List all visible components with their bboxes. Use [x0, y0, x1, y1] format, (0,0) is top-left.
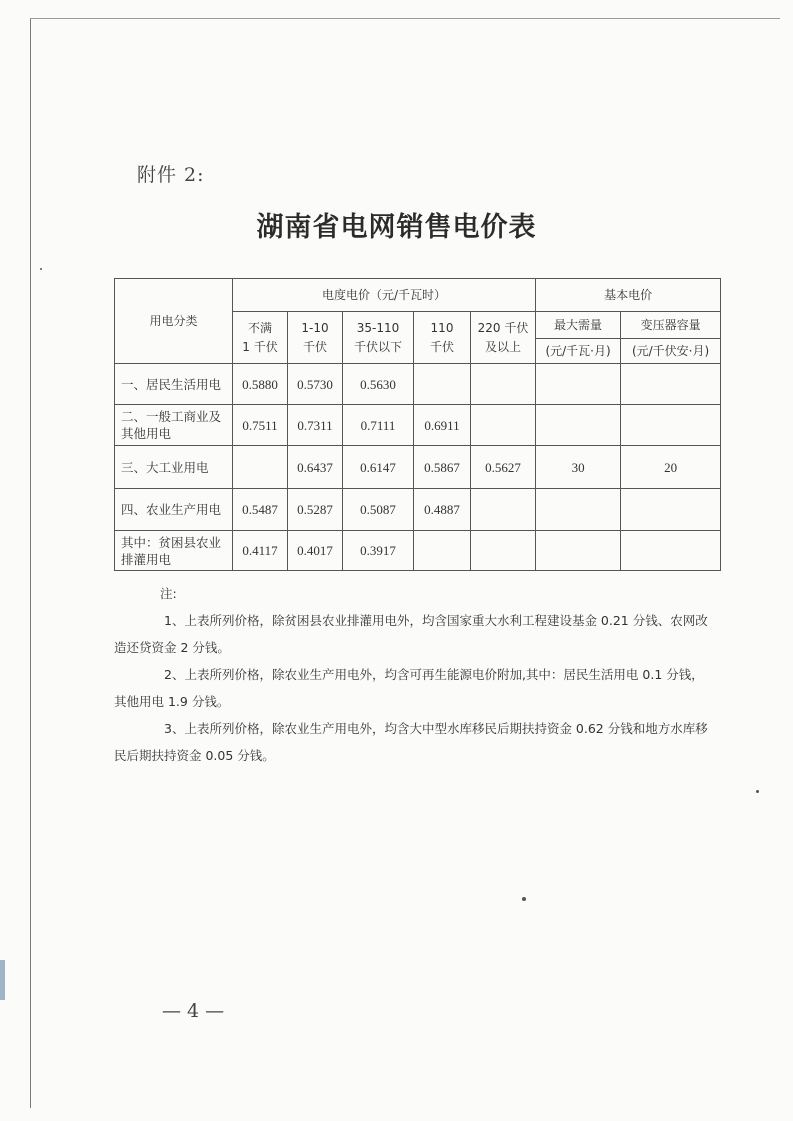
table-cell: 0.4117 [233, 531, 288, 571]
table-cell: 0.5867 [414, 446, 471, 489]
voltage-col-header: 1-10 千伏 [288, 312, 343, 364]
voltage-col-header: 110 千伏 [414, 312, 471, 364]
row-label: 四、农业生产用电 [115, 489, 233, 531]
table-header-row [115, 279, 721, 312]
basic-col-name: 最大需量 [536, 312, 621, 339]
scan-speck [522, 897, 526, 901]
scan-speck [756, 790, 759, 793]
table-cell: 0.7111 [343, 405, 414, 446]
table-cell [414, 364, 471, 405]
table-row [115, 489, 721, 531]
basic-col-unit: (元/千伏安·月) [621, 339, 721, 364]
table-cell: 0.6147 [343, 446, 414, 489]
category-header: 用电分类 [115, 279, 233, 364]
table-cell: 20 [621, 446, 721, 489]
table-row [115, 446, 721, 489]
table-cell [621, 489, 721, 531]
note-item: 2、上表所列价格，除农业生产用电外，均含可再生能源电价附加,其中：居民生活用电 0.1 分钱，其他用电 1.9 分钱。 [114, 667, 704, 709]
note-item: 1、上表所列价格，除贫困县农业排灌用电外，均含国家重大水利工程建设基金 0.21 分钱、农网改造还贷资金 2 分钱。 [114, 613, 708, 655]
table-cell: 0.5630 [343, 364, 414, 405]
table-cell [414, 531, 471, 571]
table-cell: 0.6437 [288, 446, 343, 489]
basic-col-unit: (元/千瓦·月) [536, 339, 621, 364]
table-cell [471, 489, 536, 531]
row-label: 二、一般工商业及其他用电 [115, 405, 233, 446]
table-cell: 0.6911 [414, 405, 471, 446]
note-item: 3、上表所列价格，除农业生产用电外，均含大中型水库移民后期扶持资金 0.62 分钱和地方水库移民后期扶持资金 0.05 分钱。 [114, 721, 708, 763]
table-cell [621, 364, 721, 405]
table-cell: 0.5487 [233, 489, 288, 531]
table-cell [536, 489, 621, 531]
price-table [114, 278, 721, 571]
page-number: — 4 — [162, 1000, 225, 1022]
table-cell: 30 [536, 446, 621, 489]
table-cell: 0.3917 [343, 531, 414, 571]
notes-label: 注: [160, 586, 177, 601]
table-cell: 0.5730 [288, 364, 343, 405]
table-cell [621, 405, 721, 446]
basic-price-header: 基本电价 [536, 279, 721, 312]
attachment-label: 附件 2: [137, 164, 205, 186]
page-border-left [30, 18, 31, 1108]
table-row [115, 405, 721, 446]
table-cell: 0.4887 [414, 489, 471, 531]
kwh-price-header: 电度电价（元/千瓦时） [233, 279, 536, 312]
table-row [115, 531, 721, 571]
table-row [115, 364, 721, 405]
page-border-top [30, 18, 780, 19]
voltage-col-header: 不满 1 千伏 [233, 312, 288, 364]
row-label: 一、居民生活用电 [115, 364, 233, 405]
voltage-col-header: 35-110 千伏以下 [343, 312, 414, 364]
scan-speck [40, 268, 42, 270]
row-label: 三、大工业用电 [115, 446, 233, 489]
table-cell: 0.5087 [343, 489, 414, 531]
table-cell [536, 531, 621, 571]
table-cell [233, 446, 288, 489]
table-cell: 0.5287 [288, 489, 343, 531]
table-cell [536, 405, 621, 446]
table-cell: 0.5627 [471, 446, 536, 489]
notes-section [114, 580, 714, 769]
table-cell [471, 364, 536, 405]
document-title: 湖南省电网销售电价表 [256, 212, 537, 243]
table-cell [536, 364, 621, 405]
table-cell [471, 531, 536, 571]
scan-edge-mark [0, 960, 5, 1000]
voltage-col-header: 220 千伏 及以上 [471, 312, 536, 364]
table-cell [621, 531, 721, 571]
table-cell: 0.7511 [233, 405, 288, 446]
row-label: 其中：贫困县农业排灌用电 [115, 531, 233, 571]
table-cell [471, 405, 536, 446]
basic-col-name: 变压器容量 [621, 312, 721, 339]
table-cell: 0.5880 [233, 364, 288, 405]
table-cell: 0.7311 [288, 405, 343, 446]
table-cell: 0.4017 [288, 531, 343, 571]
